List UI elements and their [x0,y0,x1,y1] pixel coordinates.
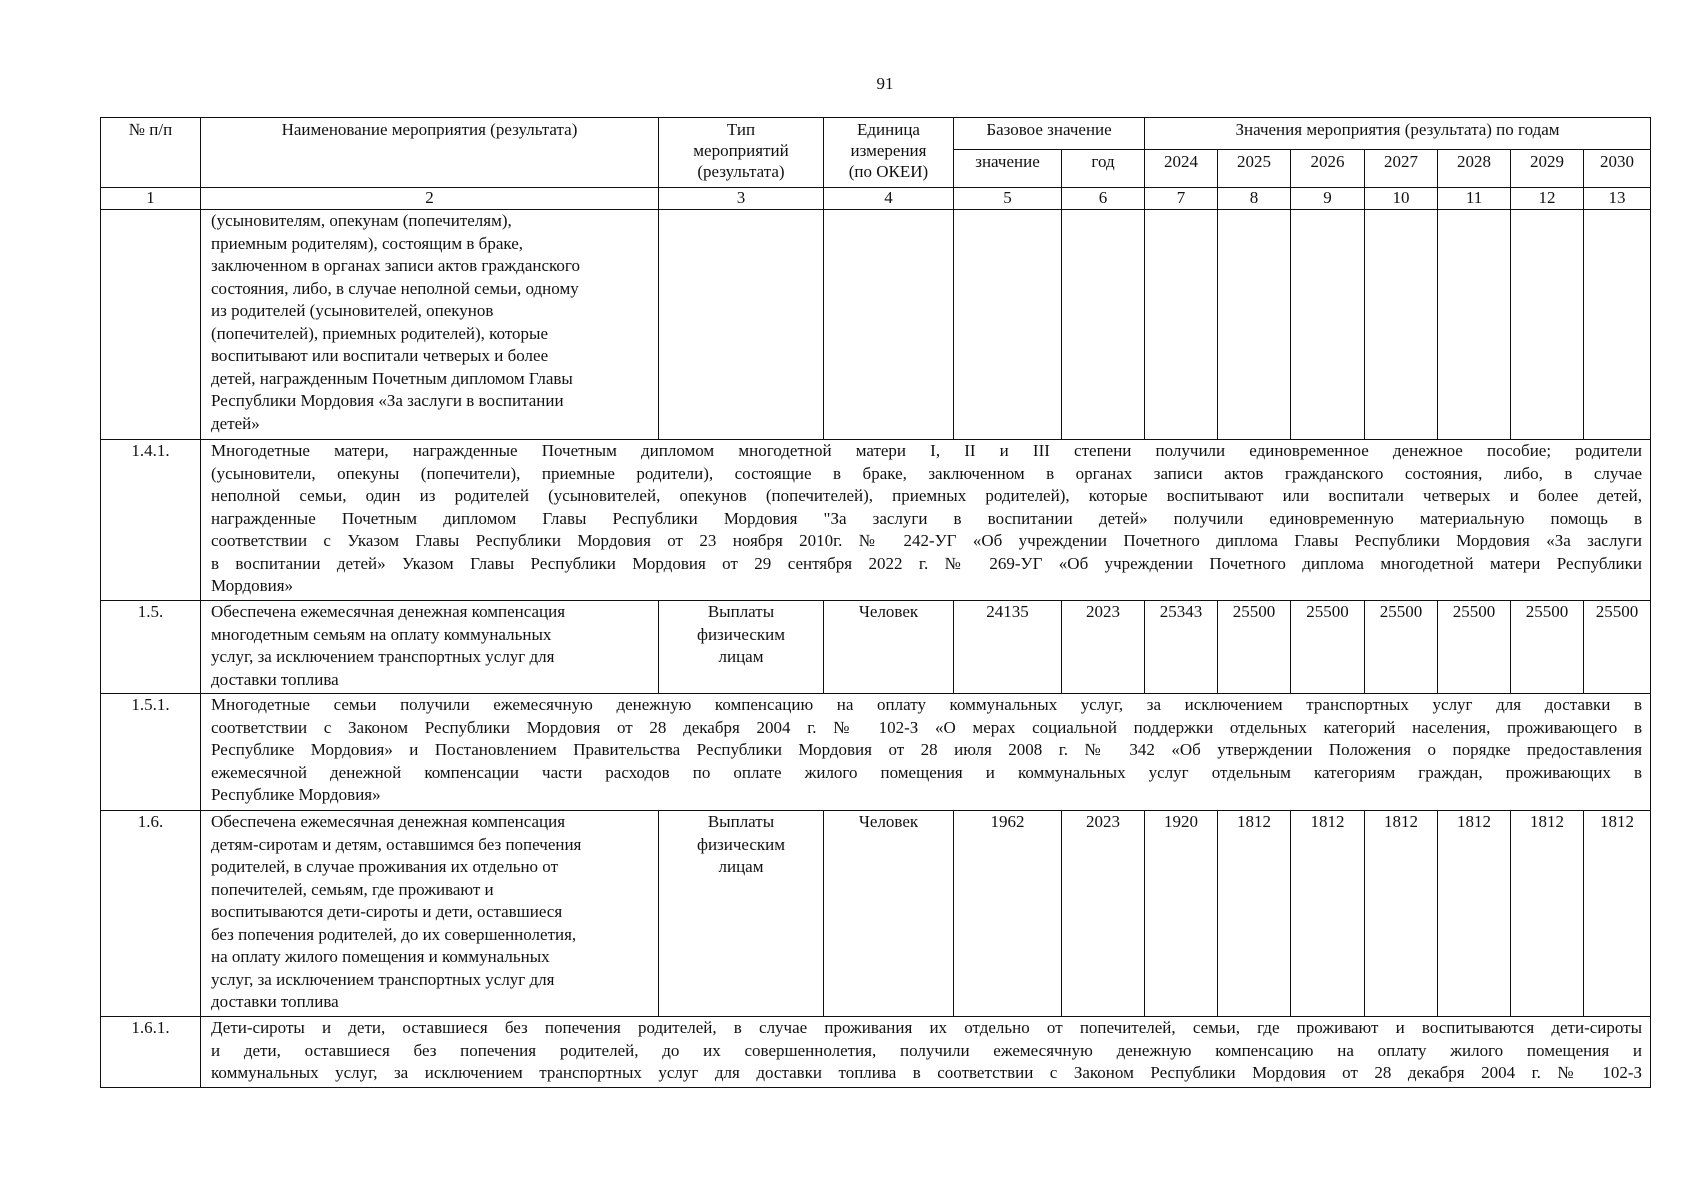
header-type: Тип мероприятий (результата) [659,118,824,188]
measure-type: Выплаты физическим лицам [659,601,824,694]
base-year: 2023 [1062,601,1145,694]
header-year-2030: 2030 [1584,150,1651,188]
column-number: 13 [1584,188,1651,210]
value-2025: 1812 [1218,811,1291,1017]
header-base-year: год [1062,150,1145,188]
row-number: 1.6.1. [101,1017,201,1088]
value-2029: 25500 [1511,601,1584,694]
column-number: 10 [1365,188,1438,210]
column-number: 11 [1438,188,1511,210]
header-unit: Единица измерения (по ОКЕИ) [824,118,954,188]
row-number: 1.6. [101,811,201,1017]
column-number: 1 [101,188,201,210]
column-number: 9 [1291,188,1365,210]
result-description: Многодетные семьи получили ежемесячную денежную компенсацию на оплату коммунальных услуг, за исключением транспортных услуг для доставки в соответствии с Законом Республики Мордовия от 28 декабря 2004 г. № 102-З «О мерах социальной поддержки отдельных категорий населения, проживающего в Республике Мордовия» и Постановлением Правительства Республики Мордовия от 28 июля 2008 г. № 342 «Об утверждении Положения о порядке предоставления ежемесячной денежной компенсации части расходов по оплате жилого помещения и коммунальных услуг отдельным категориям граждан, проживающих в Республике Мордовия» [201,694,1651,811]
table-row-1-4-1 [101,440,1651,601]
base-year: 2023 [1062,811,1145,1017]
column-number: 12 [1511,188,1584,210]
unit-of-measure: Человек [824,811,954,1017]
base-value: 1962 [954,811,1062,1017]
row-number: 1.5.1. [101,694,201,811]
header-year-2027: 2027 [1365,150,1438,188]
measure-name-continuation: (усыновителям, опекунам (попечителям), приемным родителям), состоящим в браке, заключенном в органах записи актов гражданского состояния, либо, в случае неполной семьи, одному из родителей (усыновителей, опекунов (попечителей), приемных родителей), которые воспитывают или воспитали четверых и более детей, награжденным Почетным дипломом Главы Республики Мордовия «За заслуги в воспитании детей» [201,210,659,440]
header-year-2026: 2026 [1291,150,1365,188]
header-year-2029: 2029 [1511,150,1584,188]
value-2028: 1812 [1438,811,1511,1017]
result-description: Многодетные матери, награжденные Почетным дипломом многодетной матери I, II и III степени получили единовременное денежное пособие; родители (усыновители, опекуны (попечители), приемные родители), состоящие в браке, заключенном в органах записи актов гражданского состояния, либо, в случае неполной семьи, один из родителей (усыновителей, опекунов (попечителей), приемных родителей), которые воспитывают или воспитали четверых и более детей, награжденные Почетным дипломом Главы Республики Мордовия "За заслуги в воспитании детей» получили единовременную материальную помощь в соответствии с Указом Главы Республики Мордовия от 23 ноября 2010г. № 242-УГ «Об учреждении Почетного диплома Главы Республики Мордовия «За заслуги в воспитании детей» Указом Главы Республики Мордовия от 29 сентября 2022 г. № 269-УГ «Об учреждении Почетного диплома многодетной матери Республики Мордовия» [201,440,1651,601]
header-years: Значения мероприятия (результата) по годам [1145,118,1651,150]
value-2027: 1812 [1365,811,1438,1017]
row-number: 1.4.1. [101,440,201,601]
table-row-continuation [101,210,1651,440]
value-2024: 1920 [1145,811,1218,1017]
value-2024: 25343 [1145,601,1218,694]
result-description: Дети-сироты и дети, оставшиеся без попечения родителей, в случае проживания их отдельно от попечителей, семьи, где проживают и воспитываются дети-сироты и дети, оставшиеся без попечения родителей, до их совершеннолетия, получили ежемесячную денежную компенсацию на оплату жилого помещения и коммунальных услуг, за исключением транспортных услуг для доставки топлива в соответствии с Законом Республики Мордовия от 28 декабря 2004 г. № 102-З [201,1017,1651,1088]
table-row-1-6 [101,811,1651,1017]
column-number: 6 [1062,188,1145,210]
base-value: 24135 [954,601,1062,694]
value-2028: 25500 [1438,601,1511,694]
header-base: Базовое значение [954,118,1145,150]
row-number: 1.5. [101,601,201,694]
page-number: 91 [876,74,894,93]
column-number: 3 [659,188,824,210]
table-row-1-5-1 [101,694,1651,811]
header-base-value: значение [954,150,1062,188]
measures-table-wrapper [100,117,1651,1088]
measure-name: Обеспечена ежемесячная денежная компенсация многодетным семьям на оплату коммунальных услуг, за исключением транспортных услуг для доставки топлива [201,601,659,694]
column-number: 8 [1218,188,1291,210]
value-2030: 25500 [1584,601,1651,694]
header-year-2024: 2024 [1145,150,1218,188]
value-2029: 1812 [1511,811,1584,1017]
measure-name: Обеспечена ежемесячная денежная компенсация детям-сиротам и детям, оставшимся без попечения родителей, в случае проживания их отдельно от попечителей, семьям, где проживают и воспитываются дети-сироты и дети, оставшиеся без попечения родителей, до их совершеннолетия, на оплату жилого помещения и коммунальных услуг, за исключением транспортных услуг для доставки топлива [201,811,659,1017]
column-number: 4 [824,188,954,210]
column-numbers-row [101,188,1651,210]
header-num: № п/п [101,118,201,188]
value-2026: 1812 [1291,811,1365,1017]
value-2026: 25500 [1291,601,1365,694]
unit-of-measure: Человек [824,601,954,694]
header-year-2025: 2025 [1218,150,1291,188]
measure-type: Выплаты физическим лицам [659,811,824,1017]
column-number: 7 [1145,188,1218,210]
column-number: 2 [201,188,659,210]
table-row-1-6-1 [101,1017,1651,1088]
table-row-1-5 [101,601,1651,694]
header-year-2028: 2028 [1438,150,1511,188]
value-2025: 25500 [1218,601,1291,694]
column-number: 5 [954,188,1062,210]
header-name: Наименование мероприятия (результата) [201,118,659,188]
measures-table [100,117,1651,1088]
value-2030: 1812 [1584,811,1651,1017]
value-2027: 25500 [1365,601,1438,694]
